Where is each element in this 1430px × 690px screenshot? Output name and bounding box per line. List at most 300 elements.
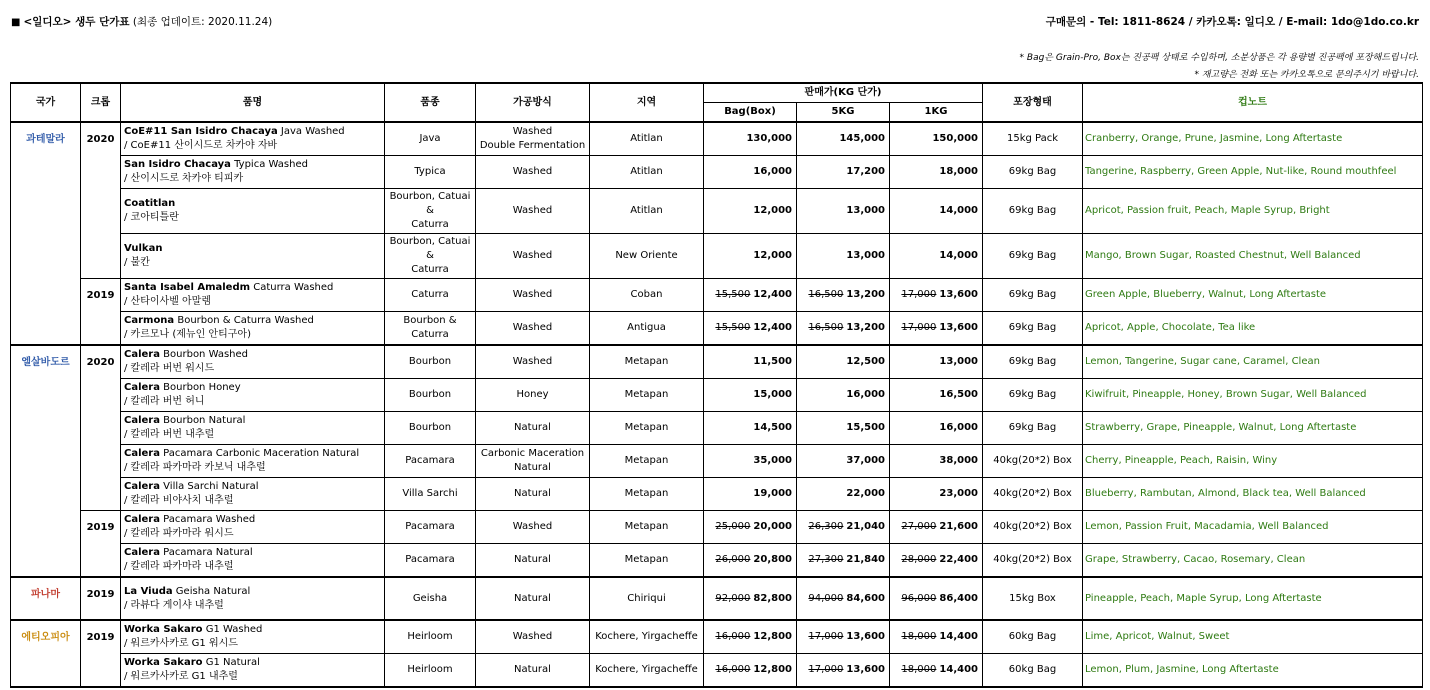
cupnote-cell: Lemon, Plum, Jasmine, Long Aftertaste <box>1083 654 1423 688</box>
process-cell: Natural <box>476 577 590 620</box>
col-header-variety: 품종 <box>385 83 476 122</box>
region-cell: New Oriente <box>590 234 704 279</box>
price-5kg-cell <box>797 445 890 478</box>
current-price: 13,000 <box>939 356 978 367</box>
product-name-kr: / 라뷰다 게이샤 내추럴 <box>124 599 224 611</box>
table-row <box>11 412 1423 445</box>
process-cell: Washed <box>476 511 590 544</box>
price-5kg-cell <box>797 379 890 412</box>
country-cell: 엘살바도르 <box>11 345 81 577</box>
product-name-kr: / 워르카사카로 G1 내추럴 <box>124 671 238 682</box>
product-name-en-bold: Coatitlan <box>124 198 176 209</box>
product-name-cell <box>121 445 385 478</box>
product-name-kr: / 칼레라 파카마라 내추럴 <box>124 561 234 572</box>
cupnote-cell: Lemon, Tangerine, Sugar cane, Caramel, Clean <box>1083 345 1423 379</box>
region-cell: Metapan <box>590 544 704 578</box>
product-name-cell <box>121 654 385 688</box>
process-cell <box>476 122 590 156</box>
current-price: 11,500 <box>753 356 792 367</box>
current-price: 145,000 <box>839 133 885 144</box>
price-bag-cell <box>704 234 797 279</box>
price-bag-cell <box>704 654 797 688</box>
cell-line: Caturra <box>411 219 449 230</box>
current-price: 13,200 <box>846 322 885 333</box>
variety-cell: Bourbon <box>385 379 476 412</box>
variety-cell: Bourbon <box>385 412 476 445</box>
col-header-packaging: 포장형태 <box>983 83 1083 122</box>
packaging-cell: 69kg Bag <box>983 279 1083 312</box>
product-name-kr: / 산이시드로 차카야 티피카 <box>124 173 244 184</box>
current-price: 16,500 <box>939 389 978 400</box>
old-price: 16,500 <box>808 289 844 300</box>
packaging-cell: 69kg Bag <box>983 156 1083 189</box>
product-name-en: Bourbon & Caturra Washed <box>174 315 314 326</box>
old-price: 16,000 <box>715 631 751 642</box>
variety-cell: Geisha <box>385 577 476 620</box>
current-price: 20,000 <box>753 521 792 532</box>
region-cell: Kochere, Yirgacheffe <box>590 654 704 688</box>
cupnote-cell: Lime, Apricot, Walnut, Sweet <box>1083 620 1423 654</box>
price-1kg-cell <box>890 654 983 688</box>
product-name-en-bold: Calera <box>124 481 160 492</box>
current-price: 14,400 <box>939 664 978 675</box>
col-header-5kg: 5KG <box>797 103 890 123</box>
old-price: 96,000 <box>901 592 937 604</box>
current-price: 13,000 <box>846 205 885 216</box>
product-name-en: Villa Sarchi Natural <box>159 481 259 492</box>
process-cell: Natural <box>476 654 590 688</box>
current-price: 12,800 <box>753 631 792 642</box>
region-cell: Kochere, Yirgacheffe <box>590 620 704 654</box>
current-price: 16,000 <box>753 166 792 177</box>
product-name-en-bold: Carmona <box>124 315 175 326</box>
cell-line: Caturra <box>411 264 449 275</box>
price-5kg-cell <box>797 234 890 279</box>
packaging-cell: 69kg Bag <box>983 234 1083 279</box>
price-1kg-cell <box>890 445 983 478</box>
cupnote-cell: Mango, Brown Sugar, Roasted Chestnut, Well Balanced <box>1083 234 1423 279</box>
crop-year-cell: 2019 <box>81 511 121 578</box>
packaging-cell: 60kg Bag <box>983 620 1083 654</box>
price-1kg-cell <box>890 511 983 544</box>
price-1kg-cell <box>890 122 983 156</box>
table-row <box>11 122 1423 156</box>
product-name-kr: / 코아티틀란 <box>124 212 179 223</box>
table-row <box>11 279 1423 312</box>
old-price: 15,500 <box>715 322 751 333</box>
price-1kg-cell <box>890 312 983 346</box>
current-price: 21,600 <box>939 521 978 532</box>
product-name-kr: / 칼레라 파카마라 워시드 <box>124 528 234 539</box>
table-row <box>11 445 1423 478</box>
current-price: 22,000 <box>846 488 885 499</box>
cupnote-cell: Kiwifruit, Pineapple, Honey, Brown Sugar, Well Balanced <box>1083 379 1423 412</box>
price-bag-cell <box>704 544 797 578</box>
table-row <box>11 189 1423 234</box>
old-price: 16,500 <box>808 322 844 333</box>
product-name-kr: / 산타이사벨 아말렘 <box>124 296 212 307</box>
product-name-en: Java Washed <box>277 126 345 137</box>
crop-year-cell: 2020 <box>81 345 121 511</box>
cell-line: Double Fermentation <box>479 140 586 151</box>
price-bag-cell <box>704 156 797 189</box>
price-1kg-cell <box>890 234 983 279</box>
packaging-cell: 69kg Bag <box>983 412 1083 445</box>
variety-cell: Heirloom <box>385 654 476 688</box>
cupnote-cell: Grape, Strawberry, Cacao, Rosemary, Clean <box>1083 544 1423 578</box>
current-price: 21,040 <box>846 521 885 532</box>
product-name-kr: / CoE#11 산이시드로 차카야 자바 <box>124 140 278 151</box>
cupnote-cell: Pineapple, Peach, Maple Syrup, Long Aftertaste <box>1083 577 1423 620</box>
table-row <box>11 234 1423 279</box>
process-cell: Honey <box>476 379 590 412</box>
variety-cell: Heirloom <box>385 620 476 654</box>
current-price: 38,000 <box>939 455 978 466</box>
crop-year-cell: 2019 <box>81 620 121 687</box>
cell-line: Bourbon, Catuai & <box>389 191 471 216</box>
process-cell: Washed <box>476 345 590 379</box>
current-price: 16,000 <box>846 389 885 400</box>
col-header-cupnote: 컵노트 <box>1083 83 1423 122</box>
packaging-cell: 40kg(20*2) Box <box>983 544 1083 578</box>
region-cell: Metapan <box>590 511 704 544</box>
price-bag-cell <box>704 345 797 379</box>
product-name-en-bold: Calera <box>124 349 160 360</box>
price-bag-cell <box>704 189 797 234</box>
variety-cell: Bourbon <box>385 345 476 379</box>
current-price: 14,000 <box>939 205 978 216</box>
old-price: 16,000 <box>715 664 751 675</box>
cell-line: Washed <box>512 126 553 137</box>
table-row <box>11 312 1423 346</box>
product-name-en: Pacamara Washed <box>159 514 256 525</box>
price-1kg-cell <box>890 577 983 620</box>
old-price: 26,000 <box>715 554 751 565</box>
price-bag-cell <box>704 511 797 544</box>
current-price: 13,600 <box>846 664 885 675</box>
table-row <box>11 345 1423 379</box>
product-name-en: Bourbon Honey <box>159 382 241 393</box>
current-price: 86,400 <box>939 592 978 604</box>
product-name-en: Geisha Natural <box>172 585 251 597</box>
current-price: 17,200 <box>846 166 885 177</box>
current-price: 12,400 <box>753 322 792 333</box>
product-name-en: G1 Natural <box>202 657 260 668</box>
process-cell <box>476 445 590 478</box>
current-price: 12,800 <box>753 664 792 675</box>
price-5kg-cell <box>797 279 890 312</box>
old-price: 18,000 <box>901 664 937 675</box>
price-bag-cell <box>704 577 797 620</box>
cupnote-cell: Apricot, Passion fruit, Peach, Maple Syrup, Bright <box>1083 189 1423 234</box>
price-5kg-cell <box>797 511 890 544</box>
price-5kg-cell <box>797 544 890 578</box>
region-cell: Metapan <box>590 345 704 379</box>
region-cell: Coban <box>590 279 704 312</box>
product-name-kr: / 워르카사카로 G1 워시드 <box>124 638 238 649</box>
region-cell: Metapan <box>590 478 704 511</box>
region-cell: Chiriqui <box>590 577 704 620</box>
table-row <box>11 511 1423 544</box>
old-price: 17,000 <box>901 322 937 333</box>
price-bag-cell <box>704 412 797 445</box>
process-cell: Washed <box>476 234 590 279</box>
old-price: 27,000 <box>901 521 937 532</box>
current-price: 84,600 <box>846 592 885 604</box>
price-5kg-cell <box>797 620 890 654</box>
contact-info: 구매문의 - Tel: 1811-8624 / 카카오톡: 일디오 / E-mail: 1do@1do.co.kr <box>1045 16 1419 28</box>
current-price: 12,000 <box>753 205 792 216</box>
old-price: 15,500 <box>715 289 751 300</box>
product-name-cell <box>121 544 385 578</box>
packaging-cell: 15kg Box <box>983 577 1083 620</box>
current-price: 22,400 <box>939 554 978 565</box>
product-name-en: Pacamara Carbonic Maceration Natural <box>159 448 360 459</box>
current-price: 14,400 <box>939 631 978 642</box>
current-price: 16,000 <box>939 422 978 433</box>
product-name-en: G1 Washed <box>202 624 263 635</box>
variety-cell: Caturra <box>385 279 476 312</box>
current-price: 35,000 <box>753 455 792 466</box>
product-name-kr: / 칼레라 버번 내추럴 <box>124 429 215 440</box>
packaging-cell: 69kg Bag <box>983 312 1083 346</box>
col-header-1kg: 1KG <box>890 103 983 123</box>
price-bag-cell <box>704 122 797 156</box>
old-price: 26,300 <box>808 521 844 532</box>
table-row <box>11 577 1423 620</box>
product-name-en-bold: Vulkan <box>124 243 163 254</box>
current-price: 23,000 <box>939 488 978 499</box>
stock-note: * 재고량은 전화 또는 카카오톡으로 문의주시기 바랍니다. <box>1194 70 1419 80</box>
col-header-crop: 크롭 <box>81 83 121 122</box>
current-price: 14,500 <box>753 422 792 433</box>
product-name-en-bold: La Viuda <box>124 585 173 597</box>
current-price: 130,000 <box>746 133 792 144</box>
table-row <box>11 544 1423 578</box>
cupnote-cell: Cranberry, Orange, Prune, Jasmine, Long Aftertaste <box>1083 122 1423 156</box>
price-1kg-cell <box>890 279 983 312</box>
crop-year-cell: 2019 <box>81 279 121 346</box>
region-cell: Atitlan <box>590 156 704 189</box>
packaging-cell: 40kg(20*2) Box <box>983 511 1083 544</box>
process-cell: Washed <box>476 156 590 189</box>
cell-line: Caturra <box>411 329 449 340</box>
table-row <box>11 156 1423 189</box>
product-name-en: Typica Washed <box>230 159 308 170</box>
country-cell: 에티오피아 <box>11 620 81 687</box>
current-price: 13,600 <box>939 322 978 333</box>
packaging-cell: 15kg Pack <box>983 122 1083 156</box>
product-name-en-bold: CoE#11 San Isidro Chacaya <box>124 126 278 137</box>
current-price: 21,840 <box>846 554 885 565</box>
process-cell: Washed <box>476 620 590 654</box>
variety-cell <box>385 234 476 279</box>
product-name-en-bold: Calera <box>124 415 160 426</box>
product-name-kr: / 칼레라 버번 워시드 <box>124 363 215 374</box>
packaging-cell: 69kg Bag <box>983 189 1083 234</box>
product-name-cell <box>121 345 385 379</box>
packaging-cell: 40kg(20*2) Box <box>983 478 1083 511</box>
current-price: 12,000 <box>753 250 792 261</box>
price-5kg-cell <box>797 654 890 688</box>
page-title: <일디오> 생두 단가표 <box>23 16 130 28</box>
price-table-body <box>11 122 1423 687</box>
cell-line: Carbonic Maceration <box>480 448 585 459</box>
current-price: 18,000 <box>939 166 978 177</box>
country-cell: 파나마 <box>11 577 81 620</box>
product-name-en-bold: Calera <box>124 382 160 393</box>
process-cell: Washed <box>476 279 590 312</box>
variety-cell <box>385 189 476 234</box>
price-1kg-cell <box>890 620 983 654</box>
product-name-cell <box>121 234 385 279</box>
variety-cell: Typica <box>385 156 476 189</box>
price-1kg-cell <box>890 156 983 189</box>
cupnote-cell: Cherry, Pineapple, Peach, Raisin, Winy <box>1083 445 1423 478</box>
product-name-cell <box>121 577 385 620</box>
process-cell: Washed <box>476 189 590 234</box>
price-bag-cell <box>704 379 797 412</box>
packaging-note: * Bag은 Grain-Pro, Box는 진공팩 상태로 수입하며, 소분상품은 각 용량별 진공팩에 포장해드립니다. <box>1019 53 1419 63</box>
price-5kg-cell <box>797 577 890 620</box>
current-price: 37,000 <box>846 455 885 466</box>
product-name-cell <box>121 412 385 445</box>
price-1kg-cell <box>890 412 983 445</box>
price-5kg-cell <box>797 345 890 379</box>
product-name-cell <box>121 379 385 412</box>
product-name-cell <box>121 122 385 156</box>
cell-line: Bourbon & <box>403 315 457 326</box>
packaging-cell: 40kg(20*2) Box <box>983 445 1083 478</box>
product-name-cell <box>121 312 385 346</box>
price-1kg-cell <box>890 189 983 234</box>
current-price: 12,400 <box>753 289 792 300</box>
current-price: 15,000 <box>753 389 792 400</box>
current-price: 13,000 <box>846 250 885 261</box>
price-5kg-cell <box>797 412 890 445</box>
crop-year-cell: 2020 <box>81 122 121 279</box>
price-5kg-cell <box>797 156 890 189</box>
table-row <box>11 478 1423 511</box>
price-5kg-cell <box>797 312 890 346</box>
current-price: 14,000 <box>939 250 978 261</box>
region-cell: Metapan <box>590 379 704 412</box>
variety-cell: Pacamara <box>385 511 476 544</box>
table-row <box>11 379 1423 412</box>
product-name-en-bold: Calera <box>124 448 160 459</box>
packaging-cell: 69kg Bag <box>983 345 1083 379</box>
old-price: 92,000 <box>715 592 751 604</box>
crop-year-cell: 2019 <box>81 577 121 620</box>
old-price: 27,300 <box>808 554 844 565</box>
price-1kg-cell <box>890 345 983 379</box>
current-price: 13,600 <box>846 631 885 642</box>
price-bag-cell <box>704 445 797 478</box>
price-5kg-cell <box>797 122 890 156</box>
country-cell: 과테말라 <box>11 122 81 345</box>
product-name-cell <box>121 478 385 511</box>
old-price: 17,000 <box>808 664 844 675</box>
old-price: 17,000 <box>901 289 937 300</box>
process-cell: Natural <box>476 478 590 511</box>
col-header-bag: Bag(Box) <box>704 103 797 123</box>
current-price: 12,500 <box>846 356 885 367</box>
price-bag-cell <box>704 478 797 511</box>
cupnote-cell: Lemon, Passion Fruit, Macadamia, Well Balanced <box>1083 511 1423 544</box>
product-name-kr: / 칼레라 파카마라 카보닉 내추럴 <box>124 462 266 473</box>
cupnote-cell: Tangerine, Raspberry, Green Apple, Nut-like, Round mouthfeel <box>1083 156 1423 189</box>
cupnote-cell: Strawberry, Grape, Pineapple, Walnut, Long Aftertaste <box>1083 412 1423 445</box>
col-header-name: 품명 <box>121 83 385 122</box>
col-header-region: 지역 <box>590 83 704 122</box>
price-bag-cell <box>704 620 797 654</box>
variety-cell: Pacamara <box>385 544 476 578</box>
product-name-en-bold: Calera <box>124 547 160 558</box>
process-cell: Natural <box>476 412 590 445</box>
process-cell: Natural <box>476 544 590 578</box>
cupnote-cell: Green Apple, Blueberry, Walnut, Long Aftertaste <box>1083 279 1423 312</box>
old-price: 17,000 <box>808 631 844 642</box>
product-name-cell <box>121 279 385 312</box>
process-cell: Washed <box>476 312 590 346</box>
product-name-en-bold: Worka Sakaro <box>124 657 203 668</box>
price-5kg-cell <box>797 478 890 511</box>
price-1kg-cell <box>890 478 983 511</box>
packaging-cell: 60kg Bag <box>983 654 1083 688</box>
packaging-cell: 69kg Bag <box>983 379 1083 412</box>
product-name-cell <box>121 620 385 654</box>
cupnote-cell: Blueberry, Rambutan, Almond, Black tea, Well Balanced <box>1083 478 1423 511</box>
current-price: 13,600 <box>939 289 978 300</box>
region-cell: Atitlan <box>590 122 704 156</box>
price-1kg-cell <box>890 544 983 578</box>
product-name-cell <box>121 189 385 234</box>
old-price: 18,000 <box>901 631 937 642</box>
current-price: 13,200 <box>846 289 885 300</box>
current-price: 150,000 <box>932 133 978 144</box>
cell-line: Bourbon, Catuai & <box>389 236 471 261</box>
price-bag-cell <box>704 279 797 312</box>
cell-line: Natural <box>514 462 551 473</box>
col-header-process: 가공방식 <box>476 83 590 122</box>
old-price: 94,000 <box>808 592 844 604</box>
variety-cell: Villa Sarchi <box>385 478 476 511</box>
product-name-kr: / 불칸 <box>124 257 150 268</box>
col-header-country: 국가 <box>11 83 81 122</box>
product-name-kr: / 카르모나 (제뉴인 안티구아) <box>124 329 251 340</box>
table-row <box>11 654 1423 688</box>
variety-cell: Java <box>385 122 476 156</box>
region-cell: Antigua <box>590 312 704 346</box>
price-table <box>10 82 1423 688</box>
product-name-kr: / 칼레라 비야사치 내추럴 <box>124 495 234 506</box>
variety-cell <box>385 312 476 346</box>
product-name-en: Pacamara Natural <box>159 547 253 558</box>
update-date: (최종 업데이트: 2020.11.24) <box>132 16 273 28</box>
region-cell: Atitlan <box>590 189 704 234</box>
square-bullet-icon: ■ <box>11 17 21 28</box>
product-name-cell <box>121 511 385 544</box>
product-name-en-bold: Worka Sakaro <box>124 624 203 635</box>
region-cell: Metapan <box>590 445 704 478</box>
old-price: 28,000 <box>901 554 937 565</box>
product-name-en-bold: Calera <box>124 514 160 525</box>
old-price: 25,000 <box>715 521 751 532</box>
header-title-line <box>11 14 272 29</box>
product-name-en: Bourbon Natural <box>159 415 246 426</box>
region-cell: Metapan <box>590 412 704 445</box>
current-price: 15,500 <box>846 422 885 433</box>
